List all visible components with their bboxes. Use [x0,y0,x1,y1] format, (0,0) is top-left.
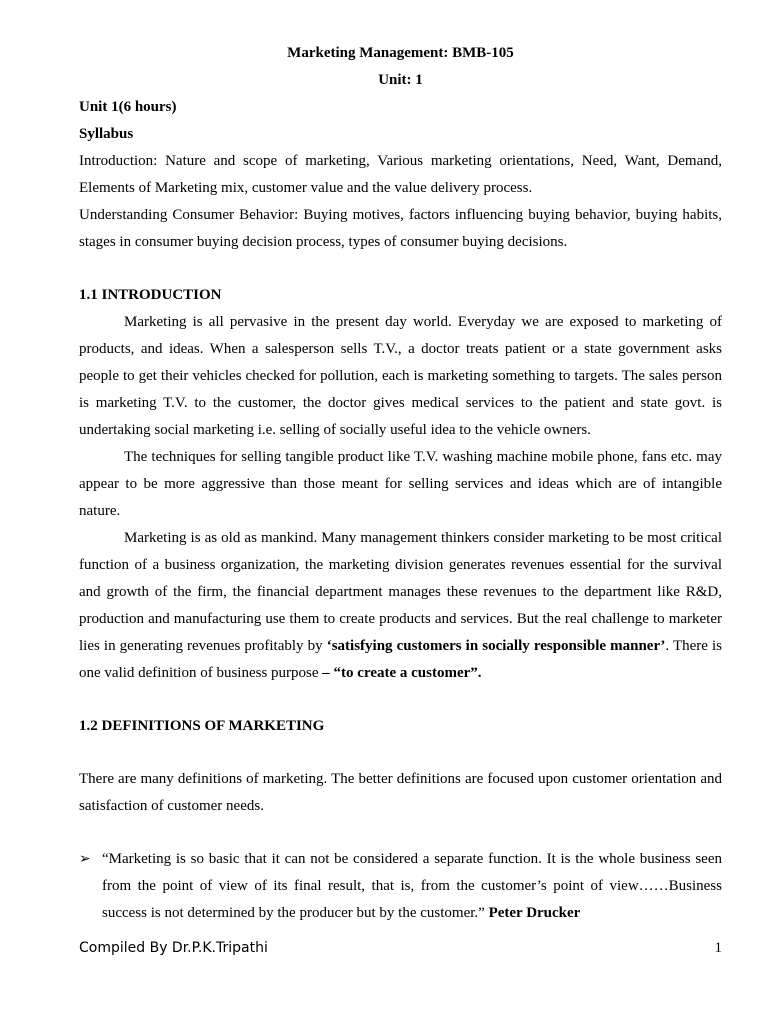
syllabus-introduction-text: Introduction: Nature and scope of marketing, Various marketing orientations, Need, Want, Demand, Elements of Marketing mix, customer value and the value delivery process. [79,153,722,196]
intro-paragraph-3 [79,525,722,687]
section-1-2-heading: 1.2 DEFINITIONS OF MARKETING [79,718,325,734]
section-1-1-heading: 1.1 INTRODUCTION [79,287,222,303]
arrow-bullet-icon: ➢ [79,852,91,867]
intro-paragraph-3-text: Marketing is as old as mankind. Many management thinkers consider marketing to be most critical function of a business organization, the marketing division generates revenues essential for the survival and growth of the firm, the financial department manages these revenues to the department like R&D, production and manufacturing use them to create products and services. But the real challenge to marketer lies in generating revenues profitably by [79,530,722,654]
document-page [79,40,722,927]
intro-paragraph-2: The techniques for selling tangible product like T.V. washing machine mobile phone, fans etc. may appear to be more aggressive than those meant for selling services and ideas which are of intangible nature. [79,449,722,519]
syllabus-heading: Syllabus [79,126,134,142]
document-title: Marketing Management: BMB-105 [287,45,514,61]
compiled-by-text: Compiled By Dr.P.K.Tripathi [79,940,268,956]
definitions-intro-paragraph: There are many definitions of marketing. The better definitions are focused upon customer orientation and satisfaction of customer needs. [79,771,722,814]
unit-hours-label: Unit 1(6 hours) [79,99,177,115]
page-number: 1 [714,940,722,956]
unit-title: Unit: 1 [378,72,423,88]
drucker-quote [102,846,722,927]
intro-paragraph-3-mid: . There is one valid definition of business purpose [79,638,722,681]
quote-author: Peter Drucker [488,905,581,921]
definition-bullet [79,846,722,927]
drucker-quote-text: “Marketing is so basic that it can not be considered a separate function. It is the whole business seen from the point of view of its final result, that is, from the customer’s point of view……Business success is not determined by the producer but by the customer.” [102,851,722,921]
intro-paragraph-1: Marketing is all pervasive in the present day world. Everyday we are exposed to marketing of products, and ideas. When a salesperson sells T.V., a doctor treats patient or a state government asks people to get their vehicles checked for pollution, each is marketing something to targets. The sales person is marketing T.V. to the customer, the doctor gives medical services to the patient and state govt. is undertaking social marketing i.e. selling of socially useful idea to the vehicle owners. [79,314,722,438]
syllabus-consumer-behavior-text: Understanding Consumer Behavior: Buying motives, factors influencing buying behavior, buying habits, stages in consumer buying decision process, types of consumer buying decisions. [79,207,722,250]
page-footer [79,940,722,960]
create-a-customer-phrase: – “to create a customer”. [322,665,482,681]
satisfying-customers-phrase: ‘satisfying customers in socially responsible manner’ [326,638,666,654]
